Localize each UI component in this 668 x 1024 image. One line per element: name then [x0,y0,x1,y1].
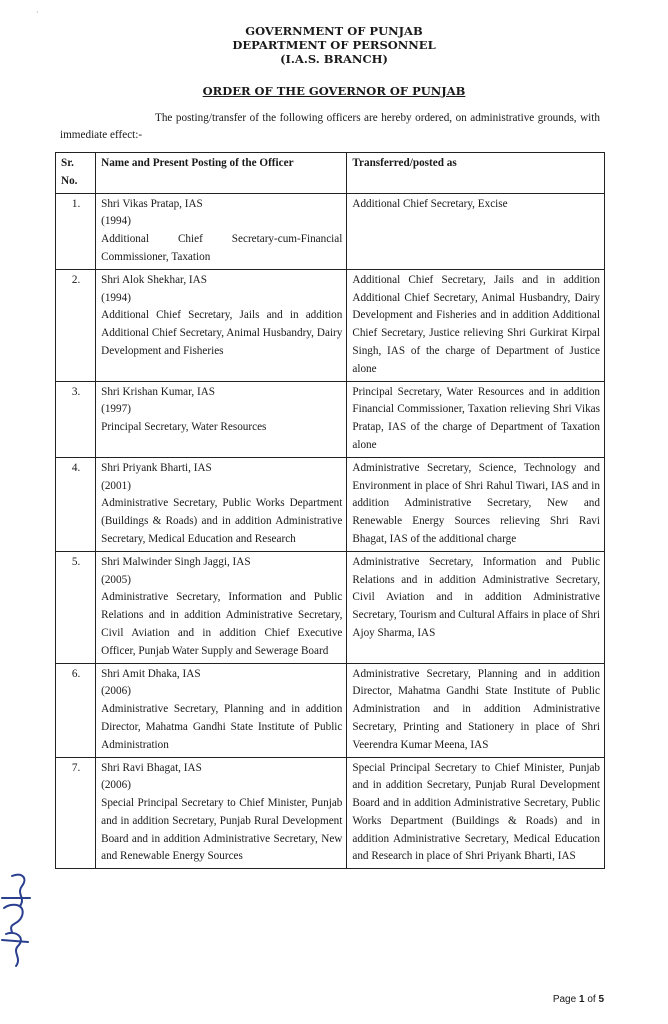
scan-mark: · [36,8,39,17]
officer-name: Shri Krishan Kumar, IAS [101,385,216,398]
officer-name: Shri Amit Dhaka, IAS [101,667,201,680]
table-row [56,381,605,457]
officer-name: Shri Alok Shekhar, IAS [101,273,207,286]
cell-officer [96,269,347,381]
cell-officer [96,193,347,269]
document-header [0,24,668,66]
cell-transferred: Special Principal Secretary to Chief Minister, Punjab and in addition Secretary, Punjab Rural Development Board and in addition Administrative Secretary, Public Works Department (Buildings & Roads) and in addition Administrative Secretary, Medical Education and Research in place of Shri Priyank Bharti, IAS [347,757,605,869]
order-title: ORDER OF THE GOVERNOR OF PUNJAB [202,84,466,98]
header-branch: (I.A.S. BRANCH) [280,52,388,66]
officer-present: Additional Chief Secretary, Jails and in addition Additional Chief Secretary, Animal Husbandry, Dairy Development and Fisheries [101,309,343,357]
cell-transferred: Additional Chief Secretary, Jails and in addition Additional Chief Secretary, Animal Husbandry, Dairy Development and Fisheries and in addition Additional Chief Secretary, Justice relieving Shri Gurkirat Kirpal Singh, IAS of the charge of Department of Justice alone [347,269,605,381]
header-department: DEPARTMENT OF PERSONNEL [232,38,436,52]
officer-batch: (2006) [101,685,131,698]
officer-present: Administrative Secretary, Public Works Department (Buildings & Roads) and in addition Administrative Secretary, Medical Education and Research [101,497,343,545]
officer-name: Shri Malwinder Singh Jaggi, IAS [101,555,251,568]
cell-officer [96,381,347,457]
header-name-posting: Name and Present Posting of the Officer [96,153,347,194]
table-header-row [56,153,605,194]
officer-present: Additional Chief Secretary-cum-Financial Commissioner, Taxation [101,233,343,263]
cell-officer [96,757,347,869]
header-government: GOVERNMENT OF PUNJAB [245,24,423,38]
intro-paragraph: The posting/transfer of the following officers are hereby ordered, on administrative grounds, with immediate effect:- [60,112,600,141]
cell-officer [96,551,347,663]
cell-transferred: Principal Secretary, Water Resources and in addition Financial Commissioner, Taxation relieving Shri Vikas Pratap, IAS of the charge of Department of Taxation alone [347,381,605,457]
officer-batch: (1997) [101,403,131,416]
table-row [56,193,605,269]
officer-batch: (2001) [101,479,131,492]
table-row [56,457,605,551]
officer-present: Special Principal Secretary to Chief Minister, Punjab and in addition Secretary, Punjab Rural Development Board and in addition Administrative Secretary, New and Renewable Energy Sources [101,797,343,863]
page-prefix: Page [552,994,577,1005]
page-current: 1 [578,994,585,1005]
officer-batch: (2006) [101,779,131,792]
cell-officer [96,663,347,757]
table-row [56,269,605,381]
cell-transferred: Administrative Secretary, Planning and in addition Director, Mahatma Gandhi State Institute of Public Administration and in addition Administrative Secretary, Printing and Stationery in place of Shri Veerendra Kumar Meena, IAS [347,663,605,757]
officer-batch: (1994) [101,291,131,304]
officer-present: Administrative Secretary, Planning and in addition Director, Mahatma Gandhi State Institute of Public Administration [101,703,343,751]
table-row [56,757,605,869]
cell-transferred: Administrative Secretary, Science, Technology and Environment in place of Shri Rahul Tiwari, IAS and in addition Administrative Secretary, New and Renewable Energy Sources relieving Shri Ravi Bhagat, IAS of the additional charge [347,457,605,551]
postings-table [55,152,605,869]
officer-name: Shri Vikas Pratap, IAS [101,197,203,210]
table-row [56,663,605,757]
cell-sr-no: 7. [56,757,96,869]
officer-batch: (2005) [101,573,131,586]
cell-sr-no: 5. [56,551,96,663]
header-sr-no: Sr. No. [56,153,96,194]
cell-sr-no: 6. [56,663,96,757]
officer-batch: (1994) [101,215,131,228]
officer-present: Administrative Secretary, Information and Public Relations and in addition Administrative Secretary, Civil Aviation and in addition Chief Executive Officer, Punjab Water Supply and Sewerage Board [101,591,343,657]
officer-present: Principal Secretary, Water Resources [101,421,267,434]
handwritten-signature [0,868,62,978]
cell-transferred: Administrative Secretary, Information and Public Relations and in addition Administrative Secretary, Civil Aviation and in addition Administrative Secretary, Tourism and Cultural Affairs in place of Shri Ajoy Sharma, IAS [347,551,605,663]
cell-officer [96,457,347,551]
cell-sr-no: 3. [56,381,96,457]
page-number [553,994,604,1005]
cell-sr-no: 4. [56,457,96,551]
cell-sr-no: 2. [56,269,96,381]
header-transferred: Transferred/posted as [347,153,605,194]
cell-sr-no: 1. [56,193,96,269]
officer-name: Shri Ravi Bhagat, IAS [101,761,202,774]
officer-name: Shri Priyank Bharti, IAS [101,461,212,474]
page-total: 5 [598,994,604,1005]
cell-transferred: Additional Chief Secretary, Excise [347,193,605,269]
table-row [56,551,605,663]
page-of: of [587,994,596,1005]
